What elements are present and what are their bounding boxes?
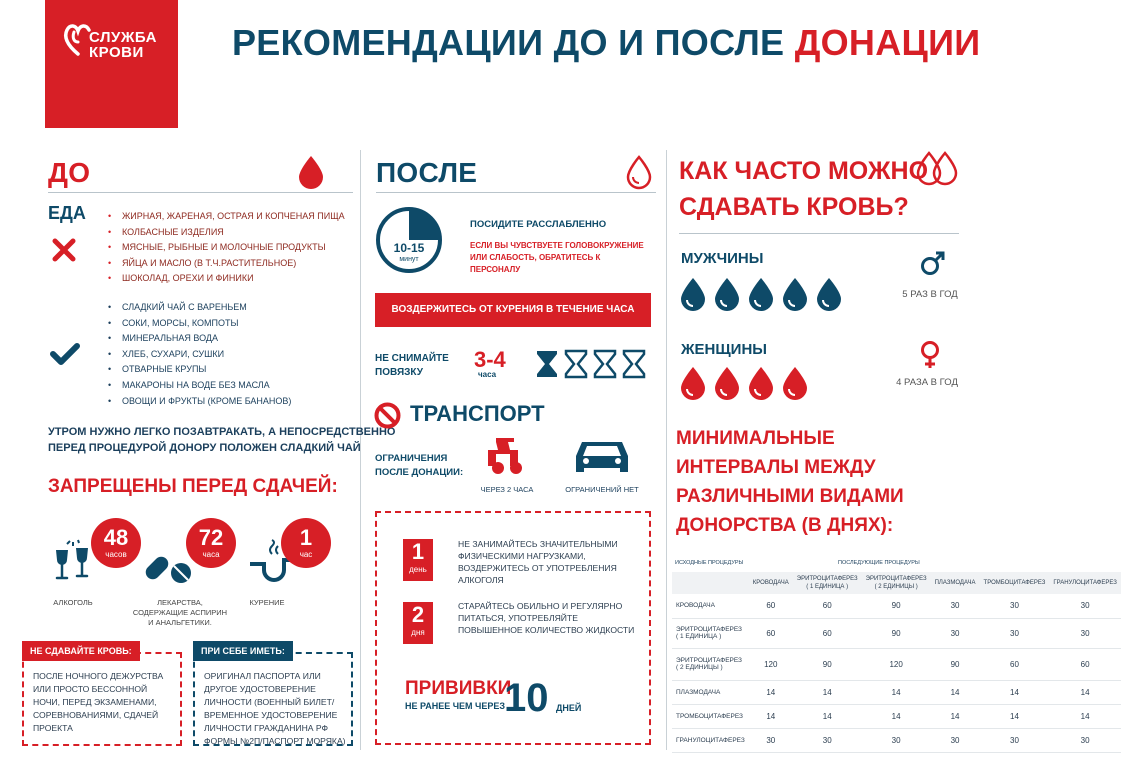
male-symbol-icon [920, 250, 946, 276]
blood-drop-icon [749, 278, 773, 311]
table-row [672, 728, 1121, 752]
table-cell: 14 [749, 680, 793, 704]
table-source-label: ИСХОДНЫЕ ПРОЦЕДУРЫ [675, 560, 744, 566]
frequency-heading [679, 153, 928, 225]
table-cell: 90 [862, 618, 931, 648]
timer-unit: минут [399, 256, 419, 263]
bandage-line1: НЕ СНИМАЙТЕ [375, 353, 449, 364]
bring-text: ОРИГИНАЛ ПАСПОРТА ИЛИ ДРУГОЕ УДОСТОВЕРЕНИЕ ЛИЧНОСТИ (ВОЕННЫЙ БИЛЕТ/ ВРЕМЕННОЕ УДОСТОВЕРЕНИЕ ЛИЧНОСТИ ГРАЖДАНИНА РФ ФОРМЫ №2П/ПАСПОРТ МОРЯКА) [204, 671, 346, 746]
vaccines-heading: ПРИВИВКИ [405, 678, 512, 699]
day1-badge [403, 539, 433, 581]
table-row-name: ПЛАЗМОДАЧА [672, 680, 749, 704]
table-row [672, 594, 1121, 618]
table-header: ЭРИТРОЦИТАФЕРЕЗ ( 2 ЕДИНИЦЫ ) [862, 572, 931, 594]
table-header: ГРАНУЛОЦИТАФЕРЕЗ [1049, 572, 1120, 594]
table-cell: 30 [1049, 594, 1120, 618]
table-cell: 14 [931, 680, 980, 704]
frequency-heading-line1: КАК ЧАСТО МОЖНО [679, 157, 929, 185]
men-times: 5 РАЗ В ГОД [902, 289, 958, 300]
timer-value: 10-15 [393, 241, 425, 255]
alcohol-unit: часов [105, 550, 127, 559]
women-drops [678, 365, 818, 403]
table-header: ТРОМБОЦИТАФЕРЕЗ [980, 572, 1050, 594]
alcohol-hours: 48 [103, 525, 129, 550]
cross-icon [52, 238, 76, 262]
car-icon [572, 436, 632, 478]
table-cell: 60 [793, 618, 862, 648]
table-cell: 30 [749, 728, 793, 752]
list-item: • ШОКОЛАД, ОРЕХИ И ФИНИКИ [108, 271, 348, 287]
dont-donate-label: НЕ СДАВАЙТЕ КРОВЬ: [22, 641, 140, 661]
wine-glasses-icon [50, 540, 96, 586]
smoking-unit: час [299, 550, 313, 559]
table-header: ПЛАЗМОДАЧА [931, 572, 980, 594]
table-cell: 60 [1049, 648, 1120, 680]
smoking-bar: ВОЗДЕРЖИТЕСЬ ОТ КУРЕНИЯ В ТЕЧЕНИЕ ЧАСА [375, 293, 651, 327]
checkmark-icon [50, 342, 80, 366]
men-label: МУЖЧИНЫ [681, 250, 764, 267]
table-row-name: ЭРИТРОЦИТАФЕРЕЗ ( 2 ЕДИНИЦЫ ) [672, 648, 749, 680]
after-heading: ПОСЛЕ [376, 157, 478, 188]
car-caption: ОГРАНИЧЕНИЙ НЕТ [565, 485, 639, 494]
table-cell: 120 [862, 648, 931, 680]
men-drops [678, 276, 848, 314]
list-item: • КОЛБАСНЫЕ ИЗДЕЛИЯ [108, 225, 348, 241]
medicine-caption: ЛЕКАРСТВА, СОДЕРЖАЩИЕ АСПИРИН И АНАЛЬГЕТИКИ. [132, 598, 228, 627]
list-item: • МАКАРОНЫ НА ВОДЕ БЕЗ МАСЛА [108, 378, 348, 394]
table-cell: 14 [980, 680, 1050, 704]
table-row-name: КРОВОДАЧА [672, 594, 749, 618]
women-label: ЖЕНЩИНЫ [681, 341, 767, 358]
table-row [672, 704, 1121, 728]
breakfast-note-line1: УТРОМ НУЖНО ЛЕГКО ПОЗАВТРАКАТЬ, А НЕПОСРЕДСТВЕННО [48, 426, 396, 438]
breakfast-note [48, 424, 395, 456]
vaccines-number: 10 [504, 676, 549, 720]
table-cell: 14 [1049, 704, 1120, 728]
table-row [672, 618, 1121, 648]
table-row-name: ЭРИТРОЦИТАФЕРЕЗ ( 1 ЕДИНИЦА ) [672, 618, 749, 648]
title-part1: РЕКОМЕНДАЦИИ ДО И ПОСЛЕ [232, 22, 785, 63]
no-entry-icon [374, 402, 401, 429]
table-cell: 90 [862, 594, 931, 618]
smoking-hours: 1 [299, 525, 313, 550]
table-cell: 90 [793, 648, 862, 680]
table-cell: 30 [1049, 728, 1120, 752]
hourglass-icons [535, 350, 650, 378]
medicine-unit: часа [202, 550, 220, 559]
heart-logo-icon [64, 20, 92, 56]
table-cell: 14 [1049, 680, 1120, 704]
table-cell: 14 [931, 704, 980, 728]
restrict-line1: ОГРАНИЧЕНИЯ [375, 453, 448, 464]
list-item: • ОТВАРНЫЕ КРУПЫ [108, 362, 348, 378]
breakfast-note-line2: ПЕРЕД ПРОЦЕДУРОЙ ДОНОРУ ПОЛОЖЕН СЛАДКИЙ ЧАЙ [48, 442, 361, 454]
dizzy-text: ЕСЛИ ВЫ ЧУВСТВУЕТЕ ГОЛОВОКРУЖЕНИЕ ИЛИ СЛАБОСТЬ, ОБРАТИТЕСЬ К ПЕРСОНАЛУ [470, 241, 644, 274]
dont-donate-text: ПОСЛЕ НОЧНОГО ДЕЖУРСТВА ИЛИ ПРОСТО БЕССОННОЙ НОЧИ, ПЕРЕД ЭКЗАМЕНАМИ, СОРЕВНОВАНИЯМИ, СДАЧЕЙ ПРОЕКТА [33, 671, 164, 733]
rest-text: ПОСИДИТЕ РАССЛАБЛЕННО [470, 219, 607, 230]
title-part2: ДОНАЦИИ [794, 22, 981, 63]
bandage-line2: ПОВЯЗКУ [375, 367, 423, 378]
logo [45, 0, 178, 128]
table-cell: 30 [931, 594, 980, 618]
table-cell: 60 [980, 648, 1050, 680]
list-item: • МИНЕРАЛЬНАЯ ВОДА [108, 331, 348, 347]
logo-line1: СЛУЖБА [89, 29, 157, 46]
list-item: • МЯСНЫЕ, РЫБНЫЕ И МОЛОЧНЫЕ ПРОДУКТЫ [108, 240, 348, 256]
alcohol-caption: АЛКОГОЛЬ [53, 598, 93, 607]
frequency-heading-line2: СДАВАТЬ КРОВЬ? [679, 193, 909, 221]
table-cell: 30 [862, 728, 931, 752]
table-cell: 14 [793, 704, 862, 728]
blood-drops-icon [914, 150, 960, 188]
table-cell: 30 [980, 618, 1050, 648]
table-cell: 90 [931, 648, 980, 680]
list-item: • СЛАДКИЙ ЧАЙ С ВАРЕНЬЕМ [108, 300, 348, 316]
blood-drop-icon [681, 278, 705, 311]
day2-number: 2 [411, 602, 425, 627]
table-cell: 30 [793, 728, 862, 752]
page-title [232, 22, 980, 64]
table-cell: 30 [980, 594, 1050, 618]
moto-caption: ЧЕРЕЗ 2 ЧАСА [480, 485, 534, 494]
before-heading: ДО [48, 157, 91, 188]
transport-heading: ТРАНСПОРТ [410, 401, 545, 426]
intervals-line4: ДОНОРСТВА (В ДНЯХ): [676, 515, 894, 536]
table-cell: 30 [931, 728, 980, 752]
intervals-line2: ИНТЕРВАЛЫ МЕЖДУ [676, 457, 876, 478]
table-header: ЭРИТРОЦИТАФЕРЕЗ ( 1 ЕДИНИЦА ) [793, 572, 862, 594]
vaccines-sub: НЕ РАНЕЕ ЧЕМ ЧЕРЕЗ [405, 701, 506, 711]
table-cell: 14 [749, 704, 793, 728]
table-cell: 60 [749, 618, 793, 648]
restrict-text [375, 452, 463, 480]
forbidden-heading: ЗАПРЕЩЕНЫ ПЕРЕД СДАЧЕЙ: [48, 476, 338, 497]
smoking-caption: КУРЕНИЕ [249, 598, 285, 607]
blood-drop-icon [749, 367, 773, 400]
alcohol-badge [91, 518, 141, 568]
table-row [672, 648, 1121, 680]
table-row [672, 680, 1121, 704]
food-heading: ЕДА [48, 203, 86, 223]
smoking-badge [281, 518, 331, 568]
table-header: КРОВОДАЧА [749, 572, 793, 594]
day2-text: СТАРАЙТЕСЬ ОБИЛЬНО И РЕГУЛЯРНО ПИТАТЬСЯ, УПОТРЕБЛЯЙТЕ ПОВЫШЕННОЕ КОЛИЧЕСТВО ЖИДКОСТИ [458, 601, 635, 635]
bandage-hours: 3-4 [474, 347, 506, 372]
medicine-hours: 72 [198, 525, 224, 550]
blood-drop-icon [783, 367, 807, 400]
table-cell: 60 [793, 594, 862, 618]
day1-number: 1 [411, 539, 425, 564]
logo-line2: КРОВИ [89, 44, 144, 61]
table-row-name: ГРАНУЛОЦИТАФЕРЕЗ [672, 728, 749, 752]
bad-foods-list [108, 209, 348, 287]
women-times: 4 РАЗА В ГОД [896, 377, 958, 388]
bandage-unit: часа [478, 370, 497, 379]
blood-drop-icon [715, 367, 739, 400]
table-cell: 14 [980, 704, 1050, 728]
list-item: • ХЛЕБ, СУХАРИ, СУШКИ [108, 347, 348, 363]
list-item: • ЯЙЦА И МАСЛО (В Т.Ч.РАСТИТЕЛЬНОЕ) [108, 256, 348, 272]
table-header-row [672, 572, 1121, 594]
intervals-line1: МИНИМАЛЬНЫЕ [676, 428, 835, 449]
medicine-badge [186, 518, 236, 568]
female-symbol-icon [917, 340, 943, 370]
blood-drop-outline-icon [624, 155, 654, 189]
intervals-line3: РАЗЛИЧНЫМИ ВИДАМИ [676, 486, 904, 507]
table-cell: 14 [793, 680, 862, 704]
list-item: • СОКИ, МОРСЫ, КОМПОТЫ [108, 316, 348, 332]
restrict-line2: ПОСЛЕ ДОНАЦИИ: [375, 467, 464, 478]
day1-text: НЕ ЗАНИМАЙТЕСЬ ЗНАЧИТЕЛЬНЫМИ ФИЗИЧЕСКИМИ НАГРУЗКАМИ, ВОЗДЕРЖИТЕСЬ ОТ УПОТРЕБЛЕНИЯ АЛКОГОЛЯ [458, 539, 618, 585]
table-cell: 60 [749, 594, 793, 618]
table-cell: 30 [1049, 618, 1120, 648]
day2-unit: дня [411, 628, 425, 637]
blood-drop-icon [817, 278, 841, 311]
bring-label: ПРИ СЕБЕ ИМЕТЬ: [193, 641, 293, 661]
bandage-text [375, 352, 449, 380]
table-cell: 30 [931, 618, 980, 648]
blood-drop-icon [783, 278, 807, 311]
list-item: • ЖИРНАЯ, ЖАРЕНАЯ, ОСТРАЯ И КОПЧЕНАЯ ПИЩА [108, 209, 348, 225]
blood-drop-icon [296, 155, 326, 189]
blood-drop-icon [715, 278, 739, 311]
table-cell: 14 [862, 680, 931, 704]
blood-drop-icon [681, 367, 705, 400]
intervals-table [672, 572, 1121, 753]
day1-unit: день [409, 565, 427, 574]
list-item: • ОВОЩИ И ФРУКТЫ (КРОМЕ БАНАНОВ) [108, 394, 348, 410]
day2-badge [403, 602, 433, 644]
table-cell: 30 [980, 728, 1050, 752]
timer-icon [374, 205, 444, 275]
table-cell: 120 [749, 648, 793, 680]
table-row-name: ТРОМБОЦИТАФЕРЕЗ [672, 704, 749, 728]
vaccines-unit: ДНЕЙ [556, 703, 582, 713]
motorcycle-icon [486, 434, 528, 478]
table-cell: 14 [862, 704, 931, 728]
table-next-label: ПОСЛЕДУЮЩИЕ ПРОЦЕДУРЫ [838, 560, 920, 566]
intervals-heading [676, 424, 904, 540]
good-foods-list [108, 300, 348, 409]
